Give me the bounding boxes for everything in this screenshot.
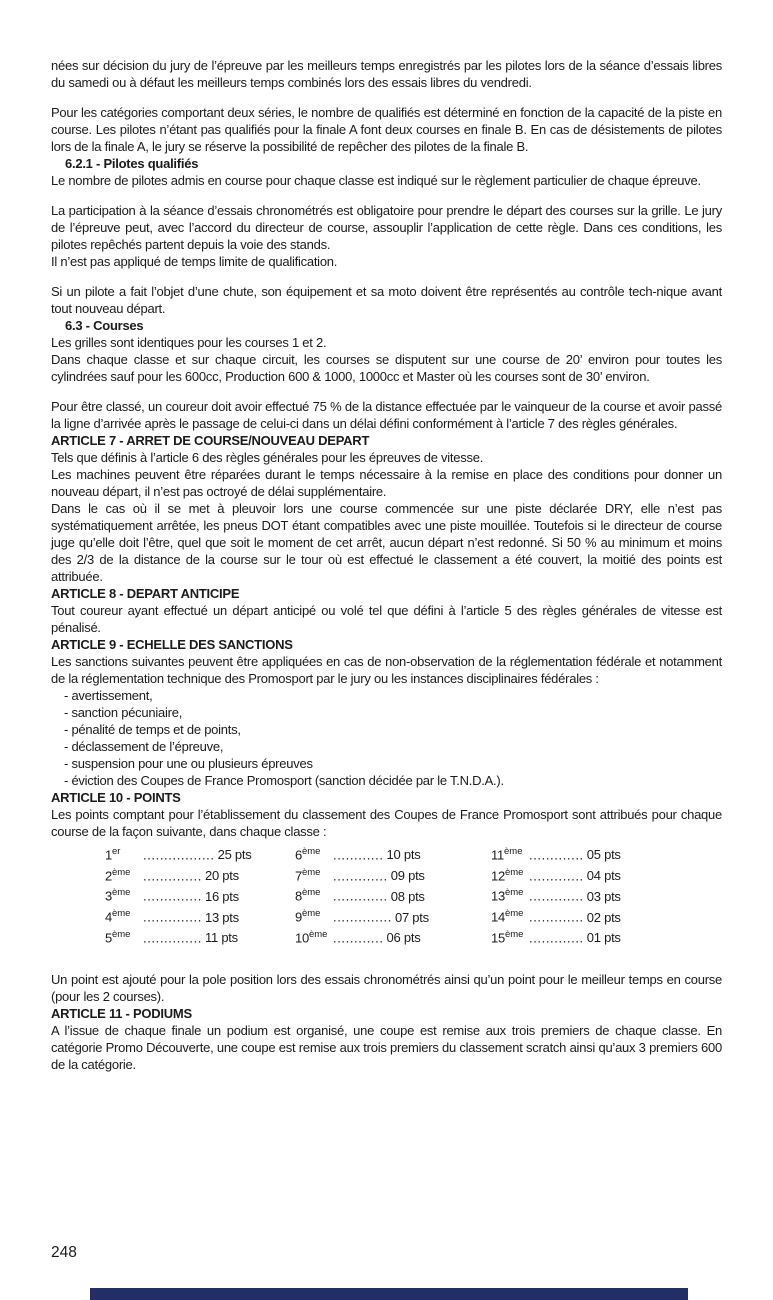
paragraph-points-bonus: Un point est ajouté pour la pole position lors des essais chronométrés ainsi qu’un point pour le meilleur temps en course (pour les 2 courses). [51, 971, 722, 1004]
rank: 9ème [295, 908, 321, 925]
paragraph-article7-2: Les machines peuvent être réparées durant le temps nécessaire à la remise en place des conditions pour donner un nouveau départ, il n’est pas octroyé de délai supplémentaire. [51, 467, 722, 499]
page-number: 248 [51, 1244, 77, 1261]
points-value: 02 pts [586, 909, 621, 925]
document-content [51, 57, 722, 1073]
sanctions-list [51, 687, 722, 789]
dot-leader: .............. [143, 909, 202, 925]
points-row [295, 905, 491, 926]
list-item: - suspension pour une ou plusieurs épreuves [64, 756, 313, 771]
dot-leader: ............. [529, 888, 584, 904]
paragraph-no-time-limit: Il n’est pas appliqué de temps limite de qualification. [51, 254, 338, 269]
points-column-1 [105, 843, 295, 947]
rank: 10ème [295, 928, 328, 946]
rank: 1er [105, 846, 121, 863]
paragraph-duree-courses: Dans chaque classe et sur chaque circuit, les courses se disputent sur une course de 20’ environ pour toutes les cylindrées sauf pour les 600cc, Production 600 & 1000, 1000cc et Master où les courses sont de 30’ environ. [51, 352, 722, 384]
paragraph-chute: Si un pilote a fait l’objet d’une chute, son équipement et sa moto doivent être représentés au contrôle tech-nique avant tout nouveau départ. [51, 284, 722, 316]
points-row [491, 926, 722, 947]
dot-leader: ............. [333, 888, 388, 904]
rank: 2ème [105, 866, 131, 884]
points-row [105, 905, 295, 926]
points-value: 04 pts [586, 868, 621, 884]
points-row [105, 884, 295, 905]
points-value: 03 pts [586, 888, 621, 904]
rank: 11ème [491, 846, 523, 863]
dot-leader: ............. [529, 930, 584, 946]
list-item: - éviction des Coupes de France Promosport (sanction décidée par le T.N.D.A.). [64, 773, 504, 788]
paragraph-participation: La participation à la séance d’essais chronométrés est obligatoire pour prendre le départ des courses sur la grille. Le jury de l’épreuve peut, avec l’accord du directeur de course, assouplir l’application de cette règle. Dans ces conditions, les pilotes repêchés partent depuis la voie des stands. [51, 203, 722, 252]
article-9-heading: ARTICLE 9 - ECHELLE DES SANCTIONS [51, 637, 293, 652]
points-value: 01 pts [586, 930, 621, 946]
section-heading-63: 6.3 - Courses [65, 318, 144, 333]
list-item: - pénalité de temps et de points, [64, 722, 241, 737]
points-column-2 [295, 843, 491, 947]
points-table [51, 843, 722, 947]
points-row [105, 843, 295, 864]
paragraph-article8: Tout coureur ayant effectué un départ anticipé ou volé tel que défini à l’article 5 des règles générales de vitesse est pénalisé. [51, 603, 722, 635]
points-row [491, 884, 722, 905]
dot-leader: ............. [529, 847, 584, 863]
article-10-heading: ARTICLE 10 - POINTS [51, 790, 181, 805]
paragraph-article7-1: Tels que définis à l’article 6 des règles générales pour les épreuves de vitesse. [51, 450, 484, 465]
dot-leader: ............. [333, 868, 388, 884]
section-heading-621: 6.2.1 - Pilotes qualifiés [65, 156, 199, 171]
article-8-heading: ARTICLE 8 - DEPART ANTICIPE [51, 586, 240, 601]
paragraph-intro-continuation: nées sur décision du jury de l’épreuve par les meilleurs temps enregistrés par les pilotes lors de la séance d’essais libres du samedi ou à défaut les meilleurs temps combinés lors des essais libres du vendredi. [51, 58, 722, 90]
points-value: 05 pts [586, 847, 621, 863]
paragraph-article10: Les points comptant pour l’établissement du classement des Coupes de France Promosport sont attribués pour chaque course de la façon suivante, dans chaque classe : [51, 807, 722, 839]
dot-leader: ............ [333, 930, 384, 946]
article-11-heading: ARTICLE 11 - PODIUMS [51, 1005, 192, 1021]
points-row [105, 864, 295, 885]
rank: 3ème [105, 887, 131, 904]
points-value: 09 pts [390, 868, 425, 884]
rank: 7ème [295, 866, 321, 884]
dot-leader: ............ [333, 847, 384, 863]
rank: 14ème [491, 908, 524, 925]
rank: 15ème [491, 928, 524, 946]
points-row [295, 864, 491, 885]
paragraph-categories: Pour les catégories comportant deux séries, le nombre de qualifiés est déterminé en fonction de la capacité de la piste en course. Les pilotes n’étant pas qualifiés pour la finale A font deux courses en finale B. En cas de désistements de pilotes lors de la finale A, le jury se réserve la possibilité de repêcher des pilotes de la finale B. [51, 105, 722, 154]
points-column-3 [491, 843, 722, 947]
points-row [295, 926, 491, 947]
points-value: 13 pts [204, 909, 239, 925]
dot-leader: ............. [529, 909, 584, 925]
points-row [491, 843, 722, 864]
dot-leader: .............. [143, 930, 202, 946]
dot-leader: ................. [143, 847, 215, 863]
paragraph-621: Le nombre de pilotes admis en course pour chaque classe est indiqué sur le règlement particulier de chaque épreuve. [51, 173, 701, 188]
dot-leader: .............. [143, 888, 202, 904]
points-value: 08 pts [390, 888, 425, 904]
dot-leader: .............. [143, 868, 202, 884]
points-value: 25 pts [217, 847, 252, 863]
paragraph-article11: A l’issue de chaque finale un podium est organisé, une coupe est remise aux trois premiers de chaque classe. En catégorie Promo Découverte, une coupe est remise aux trois premiers du classement scratch ainsi qu’aux 3 premiers 600 de la catégorie. [51, 1022, 722, 1072]
rank: 5ème [105, 928, 131, 946]
article-7-heading: ARTICLE 7 - ARRET DE COURSE/NOUVEAU DEPART [51, 433, 370, 448]
points-value: 07 pts [394, 909, 429, 925]
points-value: 20 pts [204, 868, 239, 884]
points-row [295, 843, 491, 864]
points-row [105, 926, 295, 947]
points-value: 10 pts [386, 847, 421, 863]
points-value: 16 pts [204, 888, 239, 904]
points-row [491, 864, 722, 885]
rank: 4ème [105, 908, 131, 925]
list-item: - déclassement de l’épreuve, [64, 739, 224, 754]
dot-leader: .............. [333, 909, 392, 925]
paragraph-classement-75: Pour être classé, un coureur doit avoir effectué 75 % de la distance effectuée par le vainqueur de la course et avoir passé la ligne d’arrivée après le passage de celui-ci dans un délai défini conformément à l’article 7 des règles générales. [51, 399, 722, 431]
rank: 6ème [295, 846, 321, 863]
rank: 13ème [491, 887, 524, 904]
rank: 8ème [295, 887, 321, 904]
points-value: 11 pts [204, 930, 238, 946]
dot-leader: ............. [529, 868, 584, 884]
paragraph-article9: Les sanctions suivantes peuvent être appliquées en cas de non-observation de la réglementation fédérale et notamment de la réglementation technique des Promosport par le jury ou les instances disciplinaires fédérales : [51, 654, 722, 686]
paragraph-article7-3: Dans le cas où il se met à pleuvoir lors une course commencée sur une piste déclarée DRY, elle n’est pas systématiquement arrêtée, les pneus DOT étant compatibles avec une piste mouillée. Toutefois si le directeur de course juge qu’elle doit l’être, quel que soit le moment de cet arrêt, aucun départ n’est redonné. Si 50 % au minimum et moins des 2/3 de la distance de la course sur le tour où est effectué le classement a été couvert, la moitié des points est attribuée. [51, 501, 722, 584]
paragraph-grilles: Les grilles sont identiques pour les courses 1 et 2. [51, 335, 327, 350]
list-item: - avertissement, [64, 688, 153, 703]
rank: 12ème [491, 866, 524, 884]
list-item: - sanction pécuniaire, [64, 705, 183, 720]
footer-bar [90, 1288, 688, 1300]
points-value: 06 pts [386, 930, 421, 946]
points-row [295, 884, 491, 905]
points-row [491, 905, 722, 926]
